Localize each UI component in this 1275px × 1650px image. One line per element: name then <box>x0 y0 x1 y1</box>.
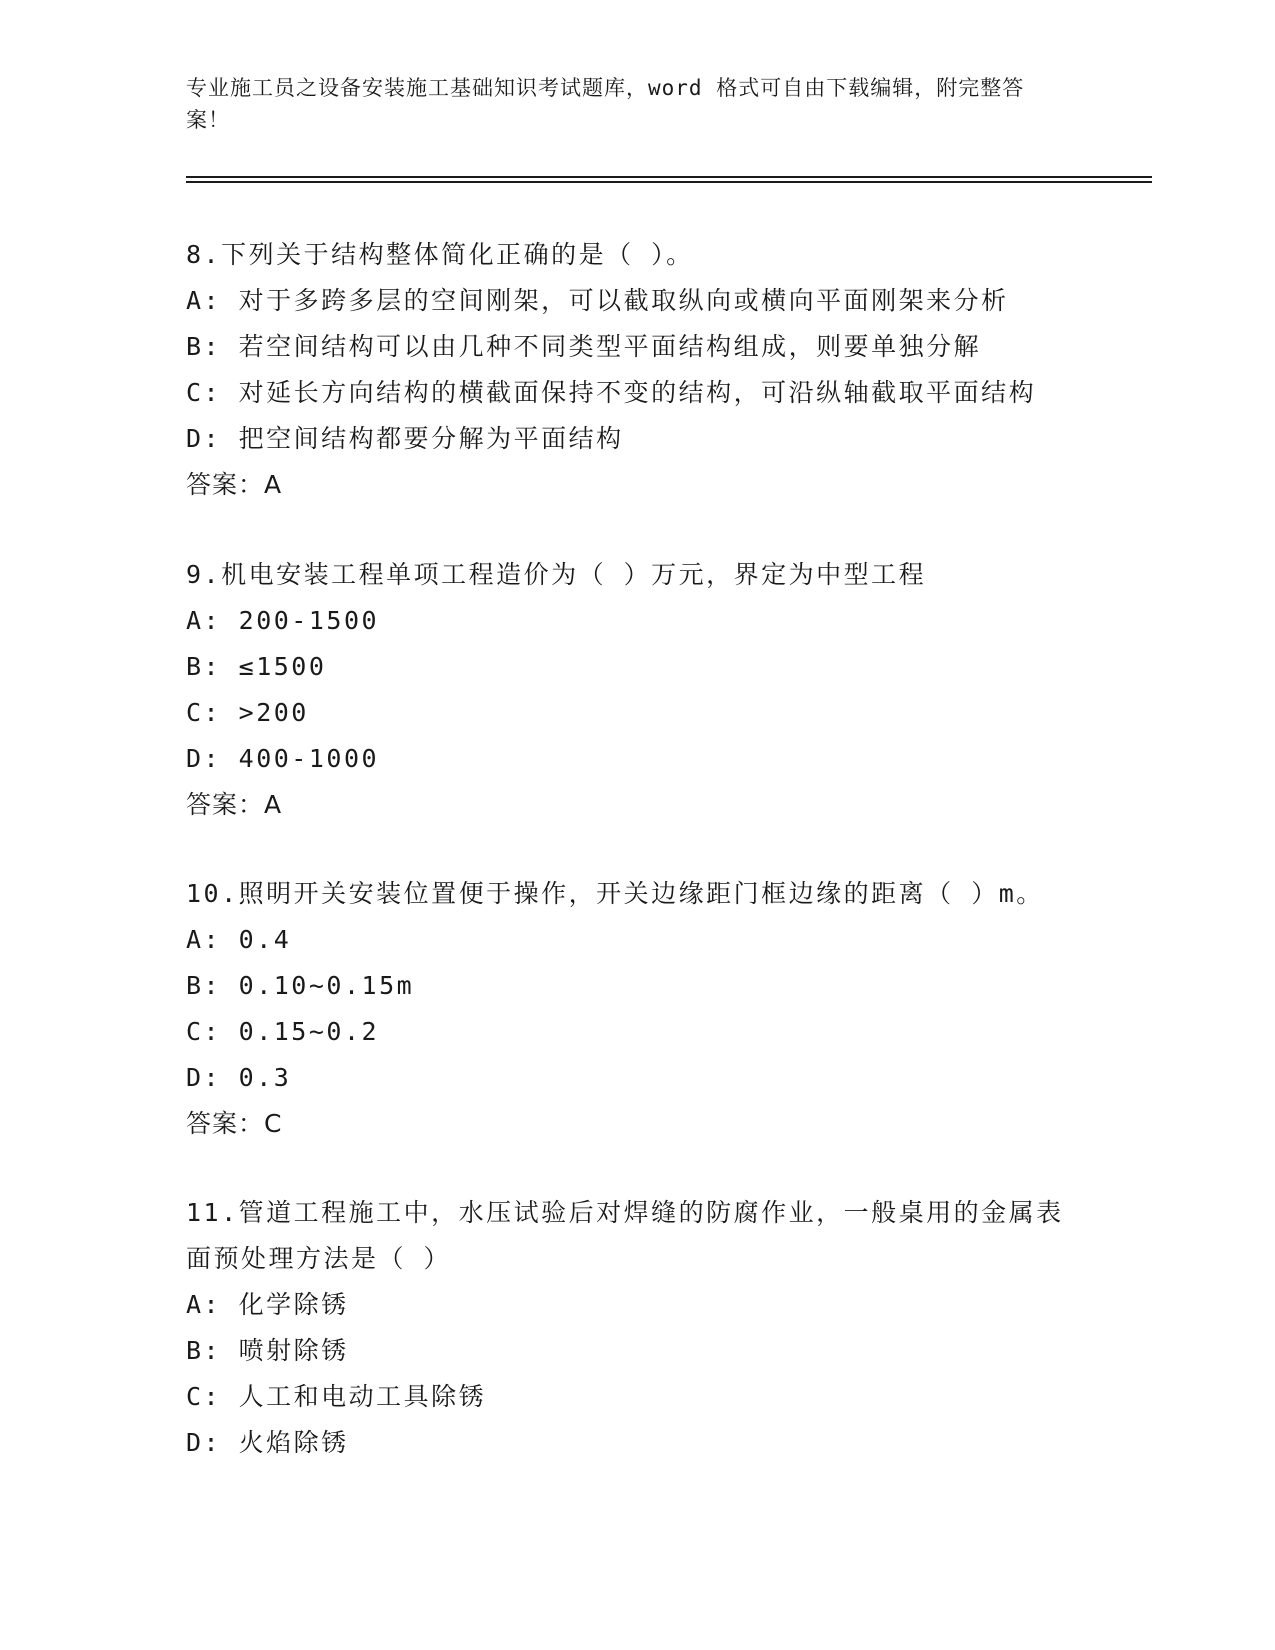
option-a: A: 化学除锈 <box>186 1290 349 1319</box>
question-8 <box>186 232 1086 508</box>
option-c: C: >200 <box>186 698 309 727</box>
option-d: D: 400-1000 <box>186 744 380 773</box>
question-stem: 8.下列关于结构整体简化正确的是（ ）。 <box>186 240 694 269</box>
answer: 答案：A <box>186 790 283 819</box>
option-b: B: ≤1500 <box>186 652 327 681</box>
option-c: C: 0.15~0.2 <box>186 1017 380 1046</box>
option-b: B: 若空间结构可以由几种不同类型平面结构组成，则要单独分解 <box>186 332 982 361</box>
question-9 <box>186 552 1086 828</box>
option-d: D: 火焰除锈 <box>186 1428 349 1457</box>
option-d: D: 0.3 <box>186 1063 292 1092</box>
header-divider-top <box>186 176 1152 178</box>
question-10 <box>186 871 1086 1147</box>
answer: 答案：A <box>186 470 283 499</box>
option-c: C: 人工和电动工具除锈 <box>186 1382 487 1411</box>
option-d: D: 把空间结构都要分解为平面结构 <box>186 424 624 453</box>
option-a: A: 对于多跨多层的空间刚架，可以截取纵向或横向平面刚架来分析 <box>186 286 1009 315</box>
question-stem: 10.照明开关安装位置便于操作，开关边缘距门框边缘的距离（ ）m。 <box>186 879 1044 908</box>
option-b: B: 喷射除锈 <box>186 1336 349 1365</box>
option-b: B: 0.10~0.15m <box>186 971 415 1000</box>
header-divider-bottom <box>186 181 1152 183</box>
option-a: A: 0.4 <box>186 925 292 954</box>
question-11 <box>186 1190 1086 1466</box>
option-a: A: 200-1500 <box>186 606 380 635</box>
question-stem: 9.机电安装工程单项工程造价为（ ）万元，界定为中型工程 <box>186 560 927 589</box>
answer: 答案：C <box>186 1109 283 1138</box>
option-c: C: 对延长方向结构的横截面保持不变的结构，可沿纵轴截取平面结构 <box>186 378 1037 407</box>
question-stem: 11.管道工程施工中，水压试验后对焊缝的防腐作业，一般桌用的金属表面预处理方法是（ ） <box>186 1198 1064 1273</box>
document-header: 专业施工员之设备安装施工基础知识考试题库，word 格式可自由下载编辑，附完整答案！ <box>186 76 1025 132</box>
